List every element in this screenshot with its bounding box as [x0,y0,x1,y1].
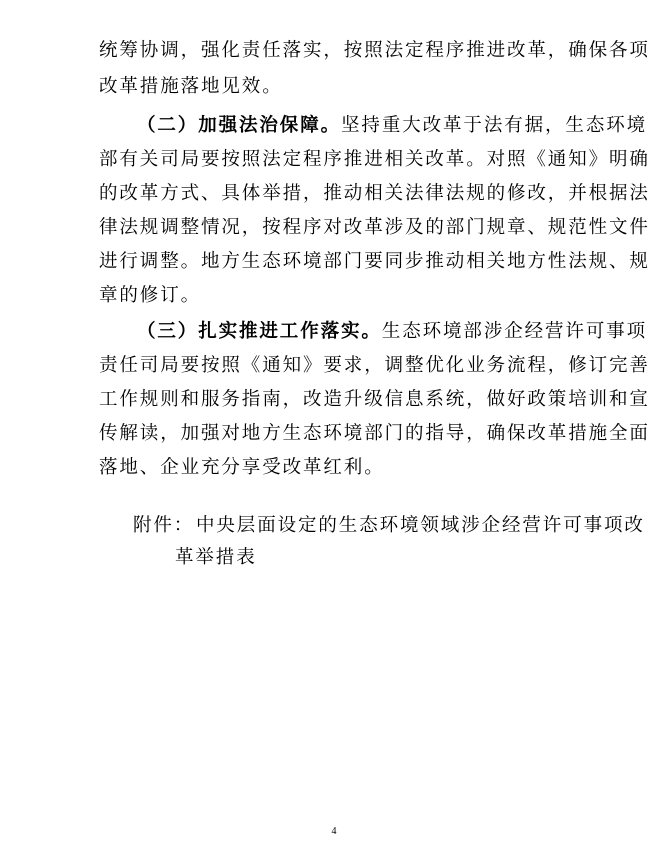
paragraph-1-line-2: 改革措施落地见效。 [99,76,283,97]
paragraph-3-line-1-text: 生态环境部涉企经营许可事项 [381,321,648,342]
paragraph-1-line-1: 统筹协调，强化责任落实，按照法定程序推进改革，确保各项 [99,40,650,61]
paragraph-2-line-6: 章的修订。 [99,285,202,306]
paragraph-2-line-1-text: 坚持重大改革于法有据，生态环境 [341,115,648,136]
paragraph-2-line-5: 进行调整。地方生态环境部门要同步推动相关地方性法规、规 [99,251,650,272]
page-number: 4 [331,826,337,837]
paragraph-3-line-1 [137,318,648,346]
paragraph-2-line-2: 部有关司局要按照法定程序推进相关改革。对照《通知》明确 [99,149,650,170]
paragraph-3-heading: （三）扎实推进工作落实。 [137,321,382,342]
paragraph-3-line-5: 落地、企业充分享受改革红利。 [99,457,385,478]
attachment-title-line-1: 中央层面设定的生态环境领域涉企经营许可事项改 [196,515,645,536]
paragraph-3-line-3: 工作规则和服务指南，改造升级信息系统，做好政策培训和宣 [99,389,650,410]
paragraph-2-line-1 [137,112,648,140]
paragraph-2-line-3: 的改革方式、具体举措，推动相关法律法规的修改，并根据法 [99,183,650,204]
paragraph-3-line-2: 责任司局要按照《通知》要求，调整优化业务流程，修订完善 [99,355,650,376]
attachment-label: 附件： [133,515,195,536]
paragraph-3-line-4: 传解读，加强对地方生态环境部门的指导，确保改革措施全面 [99,423,650,444]
paragraph-2-line-4: 律法规调整情况，按程序对改革涉及的部门规章、规范性文件 [99,217,650,238]
paragraph-2-heading: （二）加强法治保障。 [137,115,342,136]
attachment-title-line-2: 革举措表 [175,547,257,568]
